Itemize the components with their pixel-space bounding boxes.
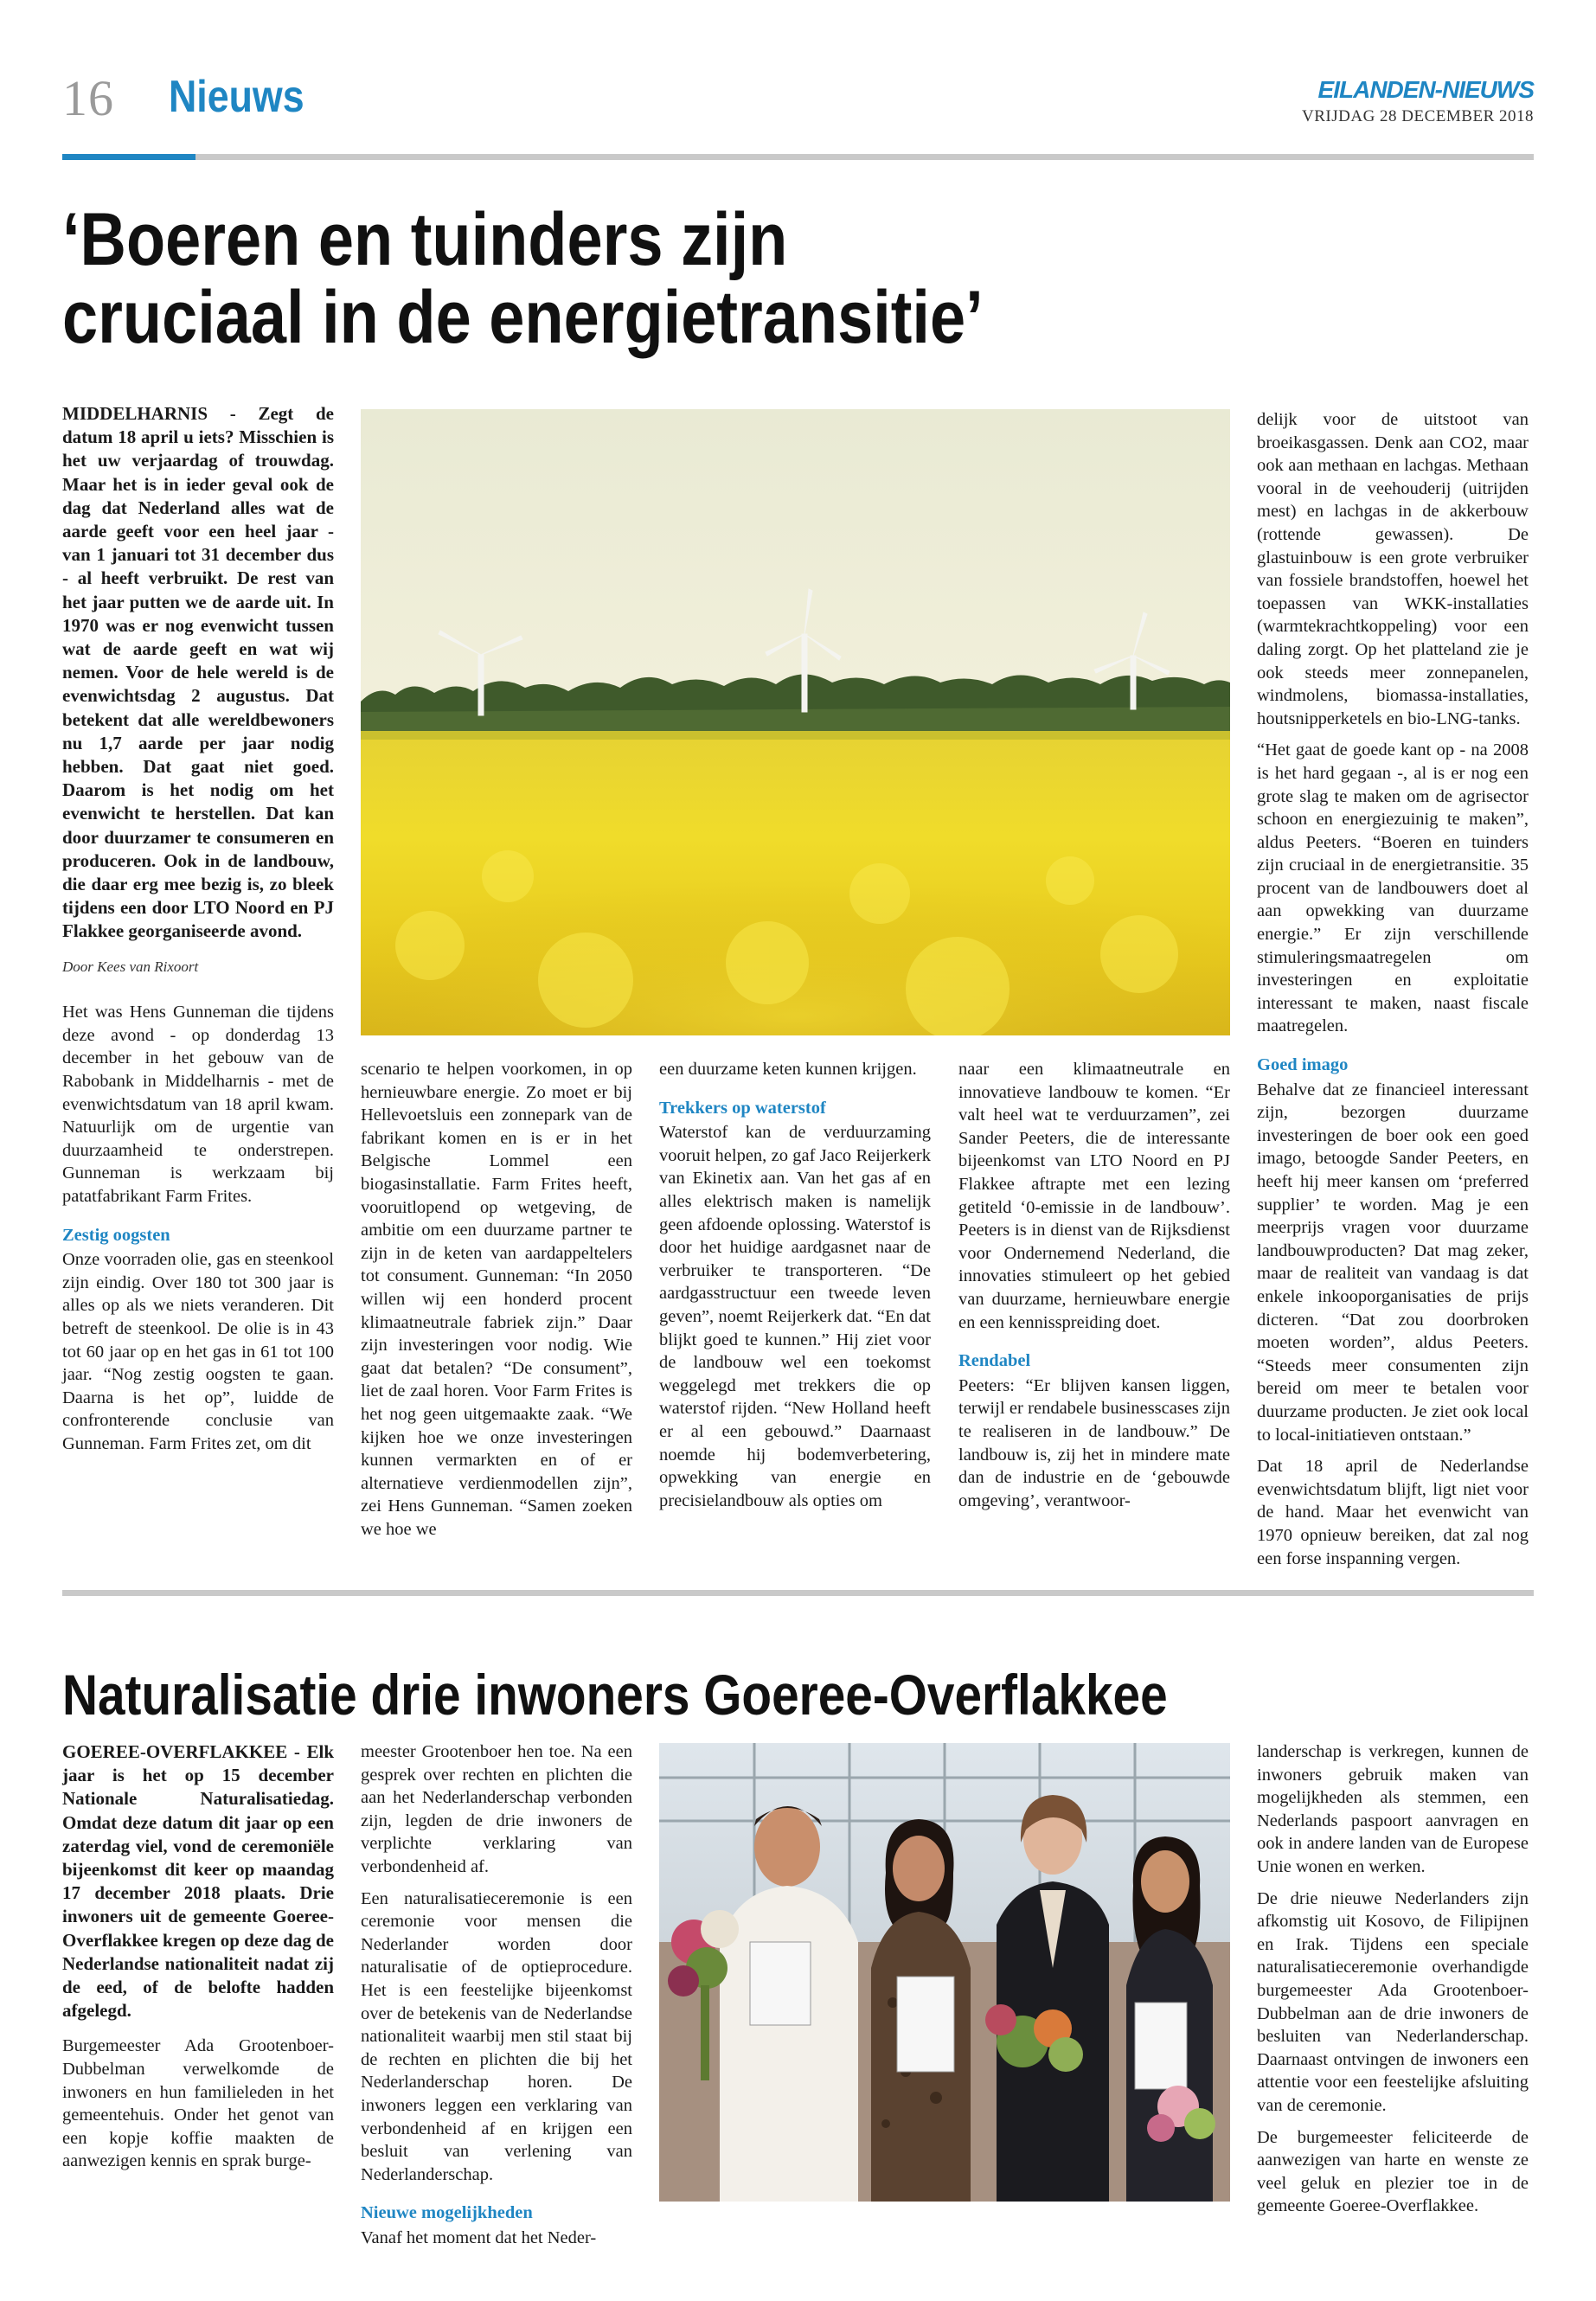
headline-line1: ‘Boeren en tuinders zijn [62, 198, 788, 281]
article2-intro: GOEREE-OVERFLAKKEE - Elk jaar is het op 15 december Nationale Naturalisatiedag. Omdat deze datum dit jaar op een zaterdag viel, vond de ceremoniële bijeenkomst dit keer op maandag 17 december 2018 plaats. Drie inwoners uit de gemeente Goeree-Overflakkee kregen op deze dag de Nederlandse nationaliteit nadat zij de eed, of de belofte hadden afgelegd. [62, 1741, 334, 2022]
article1-intro: MIDDELHARNIS - Zegt de datum 18 april u iets? Misschien is het uw verjaardag of trouwdag. Maar het is in ieder geval ook de dag dat Nederland alles wat de aarde geeft voor een heel jaar - van 1 januari tot 31 december dus - al heeft verbruikt. De rest van het jaar putten we de aarde uit. In 1970 was er nog evenwicht tussen wat de aarde geeft en wat wij nemen. Voor de hele wereld is de evenwichtsdag 2 augustus. Dat betekent dat alle wereldbewoners nu 1,7 aarde per jaar nodig hebben. Dat gaat niet goed. Daarom is het nodig om het evenwicht te herstellen. Dat kan door duurzamer te consumeren en produceren. Ook in de landbouw, die daar erg mee bezig is, zo bleek tijdens een door LTO Noord en PJ Flakkee georganiseerde avond. [62, 403, 334, 942]
article1-column-5 [1257, 408, 1529, 1579]
article2-photo [659, 1743, 1230, 2202]
subheading: Rendabel [958, 1351, 1031, 1371]
rapeseed-field-windmills-image [361, 409, 1230, 1035]
naturalisation-ceremony-image [659, 1743, 1230, 2202]
header-rule [195, 154, 1534, 160]
paragraph: Peeters: “Er blijven kansen liggen, terwijl er rendabele businesscases zijn te realiseren in de landbouw.” De landbouw is, zij het in mindere mate dan de industrie en de ‘gebouwde omgeving’, verantwoor- [958, 1375, 1230, 1510]
article2-column-1 [62, 1740, 334, 2182]
header-rule-accent [62, 154, 195, 160]
paragraph: meester Grootenboer hen toe. Na een gesprek over rechten en plichten die aan het Nederlanderschap verbonden zijn, legden de drie inwoners de verplichte verklaring van verbondenheid af. [361, 1742, 632, 1876]
paragraph: naar een klimaatneutrale en innovatieve landbouw te komen. “Er valt heel wat te verduurzamen”, zei Sander Peeters, die de interessante bijeenkomst van LTO Noord en PJ Flakkee aftrapte met een lezing getiteld ‘0-emissie in de landbouw’. Peeters is in dienst van de Rijksdienst voor Ondernemend Nederland, die innovaties stimuleert op het gebied van duurzame, hernieuwbare energie en een kennisspreiding doet. [958, 1060, 1230, 1332]
article1-column-4 [958, 1058, 1230, 1521]
paragraph: Behalve dat ze financieel interessant zijn, bezorgen duurzame investeringen de boer ook een goed imago, betoogde Sander Peeters, en heeft hij meer kansen om ‘preferred supplier’ te worden. Mag je een meerprijs vragen voor duurzame landbouwproducten? Dat mag zeker, maar de realiteit van vandaag is dat enkele inkooporganisaties de prijs dicteren. “Dat zou doorbroken moeten worden”, aldus Peeters. “Steeds meer consumenten zijn bereid om meer te betalen voor duurzame producten. Je ziet ook local to local-initiatieven ontstaan.” [1257, 1080, 1529, 1445]
subheading: Nieuwe mogelijkheden [361, 2203, 533, 2223]
paragraph: Dat 18 april de Nederlandse evenwichtsdatum blijft, ligt niet voor de hand. Maar het evenwicht van 1970 opnieuw bereiken, dat zal nog een forse inspanning vergen. [1257, 1457, 1529, 1568]
paragraph: Een naturalisatieceremonie is een ceremonie voor mensen die Nederlander worden door naturalisatie of de optieprocedure. Het is een feestelijke bijeenkomst over de betekenis van de Nederlandse nationaliteit waarbij men stil staat bij de rechten en plichten die bij het Nederlanderschap horen. De inwoners leggen een verklaring van verbondenheid af en krijgen een besluit van verlening van Nederlanderschap. [361, 1888, 632, 2184]
paragraph: De drie nieuwe Nederlanders zijn afkomstig uit Kosovo, de Filipijnen en Irak. Tijdens een speciale naturalisatieceremonie overhandigde burgemeester Ada Grootenboer-Dubbelman aan de drie inwoners de besluiten van Nederlanderschap. Daarnaast ontvingen de inwoners een attentie voor een feestelijke afsluiting van de ceremonie. [1257, 1888, 1529, 2115]
paragraph: een duurzame keten kunnen krijgen. [659, 1060, 917, 1079]
headline-line2: cruciaal in de energietransitie’ [62, 276, 984, 360]
paragraph: De burgemeester feliciteerde de aanwezigen van harte en wenste ze veel geluk en plezier toe in de gemeente Goeree-Overflakkee. [1257, 2127, 1529, 2216]
paragraph: Vanaf het moment dat het Neder- [361, 2227, 597, 2247]
article-divider [62, 1590, 1534, 1596]
paragraph: Waterstof kan de verduurzaming vooruit helpen, zo gaf Jaco Reijerkerk van Ekinetix aan. Van het gas af en alles elektrisch maken is namelijk geen afdoende oplossing. Waterstof is door het huidige aardgasnet naar de verbruiker te transporteren. “De aardgasstructuur een tweede leven geven”, noemt Reijerkerk dat. “En dat blijkt goed te kunnen.” Hij ziet voor de landbouw wel een toekomst weggelegd met trekkers die op waterstof rijden. “New Holland heeft er al een gebouwd.” Daarnaast noemde hij bodemverbetering, opwekking van energie en precisielandbouw als opties om [659, 1123, 931, 1510]
paragraph: Burgemeester Ada Grootenboer-Dubbelman verwelkomde de inwoners en hun familieleden in het gemeentehuis. Onder het genot van een kopje koffie maakten de aanwezigen kennis en sprak burge- [62, 2036, 334, 2171]
article2-headline: Naturalisatie drie inwoners Goeree-Overflakkee [62, 1663, 1168, 1727]
section-title: Nieuws [169, 72, 304, 122]
article1-column-2 [361, 1058, 632, 1549]
issue-date: VRIJDAG 28 DECEMBER 2018 [1302, 107, 1534, 125]
paragraph: delijk voor de uitstoot van broeikasgassen. Denk aan CO2, maar ook aan methaan en lachgas. Methaan vooral in de veehouderij (uitrijden mest) en lachgas in de akkerbouw (rottende gewassen). De glastuinbouw is een grote verbruiker van fossiele brandstoffen, hoewel het toepassen van WKK-installaties (warmtekrachtkoppeling) voor een daling zorgt. Op het platteland zie je ook steeds meer zonnepanelen, windmolens, biomassa-installaties, houtsnipperketels en bio-LNG-tanks. [1257, 410, 1529, 728]
paragraph: Onze voorraden olie, gas en steenkool zijn eindig. Over 180 tot 300 jaar is alles op als we niets veranderen. Dit betreft de steenkool. De olie is in 43 tot 60 jaar op en het gas in 61 tot 100 jaar. “Nog zestig oogsten te gaan. Daarna is het op”, luidde de confronterende conclusie van Gunneman. Farm Frites zet, om dit [62, 1250, 334, 1453]
article1-byline: Door Kees van Rixoort [62, 958, 199, 975]
paragraph: “Het gaat de goede kant op - na 2008 is het hard gegaan -, al is er nog een grote slag te maken om de agrisector schoon en energiezuinig te maken”, aldus Peeters. “Boeren en tuinders zijn cruciaal in de energietransitie. 35 procent van de landbouwers doet al aan opwekking van duurzame energie.” Er zijn verschillende stimuleringsmaatregelen om investeringen en exploitatie interessant te maken, naast fiscale maatregelen. [1257, 740, 1529, 1036]
page-number: 16 [62, 70, 114, 126]
article1-headline [62, 198, 1253, 360]
newspaper-logo: EILANDEN-NIEUWS [1317, 76, 1534, 103]
paragraph: scenario te helpen voorkomen, in op hernieuwbare energie. Zo moet er bij Hellevoetsluis een zonnepark van de fabrikant komen en is er in het Belgische Lommel een biogasinstallatie. Farm Frites heeft, vooruitlopend op wetgeving, de ambitie om een duurzame partner te zijn in de keten van aardappeltelers tot consument. Gunneman: “In 2050 willen wij een honderd procent klimaatneutrale fabriek zijn.” Daar zijn investeringen voor nodig. Wie gaat dat betalen? “De consument”, liet de zaal horen. Voor Farm Frites is het nog geen uitgemaakte zaak. “We kijken hoe we onze investeringen kunnen vermarkten en of er alternatieve verdienmodellen zijn”, zei Hens Gunneman. “Samen zoeken we hoe we [361, 1060, 632, 1539]
article1-column-3 [659, 1058, 931, 1521]
article2-column-2 [361, 1740, 632, 2258]
paragraph: landerschap is verkregen, kunnen de inwoners gebruik maken van mogelijkheden als stemmen, een Nederlands paspoort aanvragen en ook in andere landen van de Europese Unie wonen en werken. [1257, 1742, 1529, 1876]
paragraph: Het was Hens Gunneman die tijdens deze avond - op donderdag 13 december in het gebouw van de Rabobank in Middelharnis - met de evenwichtsdatum van 18 april kwam. Natuurlijk om de urgentie van duurzaamheid te onderstrepen. Gunneman is werkzaam bij patatfabrikant Farm Frites. [62, 1003, 334, 1207]
subheading: Trekkers op waterstof [659, 1098, 826, 1118]
article1-column-1 [62, 402, 334, 1465]
subheading: Zestig oogsten [62, 1225, 170, 1245]
subheading: Goed imago [1257, 1055, 1349, 1075]
article1-photo [361, 409, 1230, 1035]
article2-column-5 [1257, 1740, 1529, 2227]
